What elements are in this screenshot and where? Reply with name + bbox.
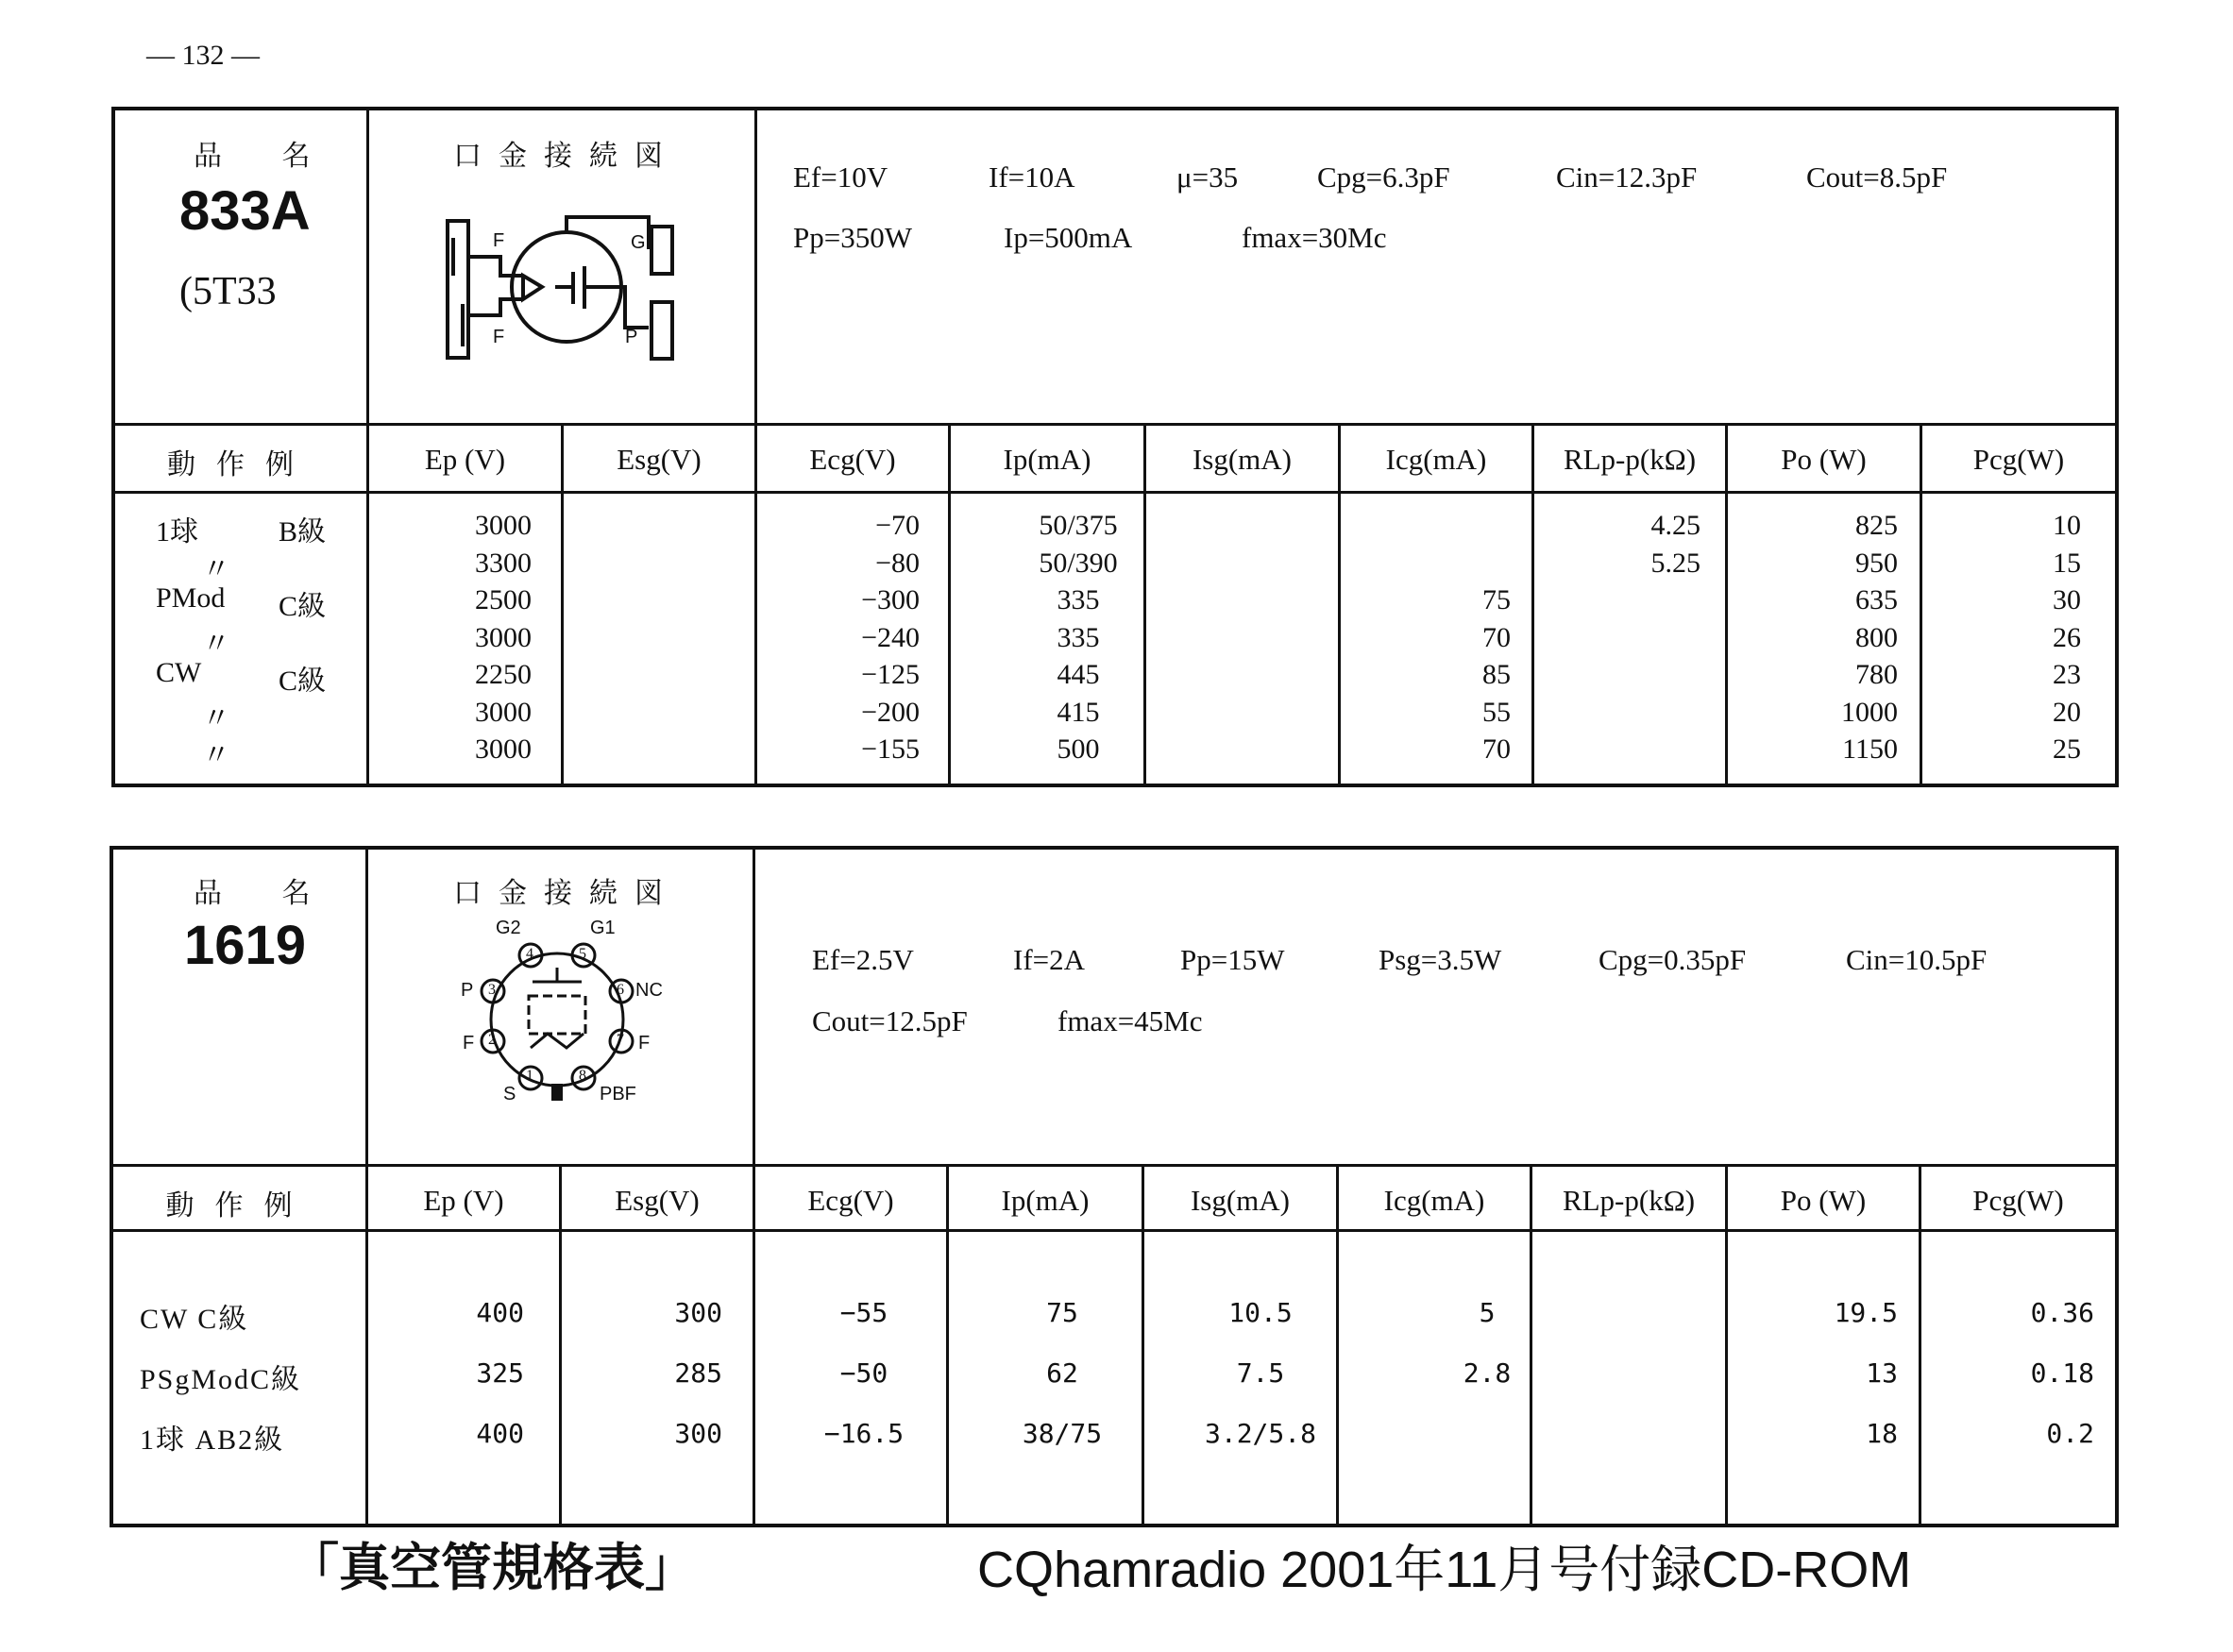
cell-isg: 10.5	[1228, 1297, 1293, 1328]
row-operation: 〃	[202, 703, 230, 734]
spec-pp: Pp=350W	[793, 221, 912, 254]
pin-number: 7	[617, 1032, 624, 1048]
cell-pcg: 25	[2053, 733, 2081, 765]
cell-pcg: 0.36	[2030, 1297, 2094, 1328]
pin-label: G1	[590, 918, 616, 938]
spec-psg: Psg=3.5W	[1379, 943, 1502, 976]
cell-ip: 445	[1057, 659, 1100, 690]
cell-esg: 300	[674, 1418, 722, 1449]
header-operation: 動作例	[165, 1190, 313, 1222]
cell-ep: 2250	[475, 659, 532, 690]
header-operation: 動作例	[167, 449, 314, 480]
spec-cin: Cin=10.5pF	[1846, 943, 1988, 976]
spec-ip: Ip=500mA	[1004, 221, 1133, 254]
row-operation: 1球 AB2級	[140, 1424, 285, 1456]
pin-label: S	[503, 1084, 516, 1104]
row-operation: PSgModC級	[140, 1364, 302, 1395]
divider	[110, 1164, 2119, 1167]
cell-po: 950	[1855, 548, 1898, 579]
cell-ip: 50/375	[1039, 510, 1118, 541]
pin-label: NC	[635, 980, 663, 1001]
diagram-label: 口金接続図	[453, 878, 680, 909]
header-ecg: Ecg(V)	[809, 443, 896, 476]
cell-po: 13	[1866, 1357, 1898, 1389]
cell-pcg: 0.2	[2046, 1418, 2094, 1449]
model-number: 1619	[184, 915, 307, 976]
cell-ip: 38/75	[1022, 1418, 1103, 1449]
pin-label: G	[631, 232, 646, 253]
cell-ip: 50/390	[1039, 548, 1118, 579]
cell-ecg: −125	[861, 659, 920, 690]
cell-ip: 62	[1046, 1357, 1078, 1389]
cell-ecg: −240	[861, 622, 920, 653]
cell-pcg: 0.18	[2030, 1357, 2094, 1389]
header-pcg: Pcg(W)	[1972, 1184, 2064, 1217]
divider	[1142, 1164, 1144, 1527]
footer-title: 「真空管規格表」	[288, 1538, 696, 1597]
cell-ep: 3000	[475, 510, 532, 541]
cell-ecg: −55	[839, 1297, 888, 1328]
divider	[946, 1164, 949, 1527]
name-label: 品 名	[194, 141, 337, 172]
divider	[1336, 1164, 1339, 1527]
pin-label: F	[493, 327, 505, 347]
header-ip: Ip(mA)	[1003, 443, 1091, 476]
cell-icg: 85	[1482, 659, 1511, 690]
cell-ep: 3000	[475, 697, 532, 728]
cell-ep: 3000	[475, 622, 532, 653]
cell-po: 1000	[1841, 697, 1898, 728]
spec-fmax: fmax=30Mc	[1242, 221, 1387, 254]
cell-po: 19.5	[1834, 1297, 1898, 1328]
spec-mu: μ=35	[1176, 160, 1239, 194]
divider	[111, 491, 2119, 494]
cell-ip: 415	[1057, 697, 1100, 728]
row-operation: 〃	[202, 629, 230, 660]
cell-rl: 5.25	[1650, 548, 1700, 579]
spec-if: If=2A	[1013, 943, 1086, 976]
header-po: Po (W)	[1780, 1184, 1867, 1217]
page-number: — 132 —	[146, 40, 260, 71]
cell-esg: 300	[674, 1297, 722, 1328]
tube-base-diagram-1619	[453, 916, 680, 1104]
pin-number: 1	[526, 1068, 533, 1084]
spec-ef: Ef=10V	[793, 160, 888, 194]
cell-ep: 325	[476, 1357, 524, 1389]
cell-icg: 55	[1482, 697, 1511, 728]
spec-ef: Ef=2.5V	[812, 943, 914, 976]
pin-number: 6	[617, 982, 624, 998]
cell-po: 780	[1855, 659, 1898, 690]
header-po: Po (W)	[1781, 443, 1867, 476]
cell-ip: 335	[1057, 622, 1100, 653]
row-operation: CW C級	[140, 1304, 249, 1335]
pin-label: F	[463, 1033, 475, 1054]
cell-ep: 3000	[475, 733, 532, 765]
divider	[110, 1229, 2119, 1232]
header-icg: Icg(mA)	[1385, 443, 1487, 476]
model-alias: (5T33	[179, 270, 277, 313]
pin-label: F	[638, 1033, 651, 1054]
divider	[948, 423, 951, 787]
cell-ip: 500	[1057, 733, 1100, 765]
header-ip: Ip(mA)	[1001, 1184, 1090, 1217]
spec-cpg: Cpg=6.3pF	[1317, 160, 1450, 194]
footer-source: CQhamradio 2001年11月号付録CD-ROM	[977, 1542, 1912, 1598]
header-ecg: Ecg(V)	[807, 1184, 894, 1217]
cell-isg: 3.2/5.8	[1204, 1418, 1316, 1449]
cell-ecg: −70	[875, 510, 920, 541]
divider	[561, 423, 564, 787]
cell-icg: 5	[1479, 1297, 1496, 1328]
header-esg: Esg(V)	[615, 1184, 700, 1217]
header-rl: RLp-p(kΩ)	[1562, 1184, 1696, 1217]
row-class: C級	[279, 666, 327, 697]
model-number: 833A	[179, 180, 311, 242]
pin-label: P	[625, 327, 638, 347]
cell-ip: 335	[1057, 584, 1100, 615]
header-isg: Isg(mA)	[1190, 1184, 1291, 1217]
cell-ecg: −155	[861, 733, 920, 765]
tube-base-diagram-833a	[436, 210, 691, 361]
spec-cout: Cout=12.5pF	[812, 1004, 968, 1037]
cell-ecg: −16.5	[823, 1418, 905, 1449]
cell-ip: 75	[1046, 1297, 1078, 1328]
divider	[1919, 1164, 1921, 1527]
cell-icg: 2.8	[1463, 1357, 1512, 1389]
divider	[1725, 1164, 1728, 1527]
header-ep: Ep (V)	[424, 443, 506, 476]
header-ep: Ep (V)	[423, 1184, 504, 1217]
cell-icg: 70	[1482, 733, 1511, 765]
spec-cout: Cout=8.5pF	[1806, 160, 1948, 194]
cell-pcg: 26	[2053, 622, 2081, 653]
cell-po: 800	[1855, 622, 1898, 653]
cell-pcg: 23	[2053, 659, 2081, 690]
row-operation: 〃	[202, 740, 230, 771]
header-icg: Icg(mA)	[1383, 1184, 1485, 1217]
cell-po: 635	[1855, 584, 1898, 615]
spec-if: If=10A	[989, 160, 1075, 194]
pin-number: 3	[488, 982, 496, 998]
header-esg: Esg(V)	[617, 443, 702, 476]
pin-number: 4	[526, 946, 533, 962]
cell-icg: 75	[1482, 584, 1511, 615]
spec-fmax: fmax=45Mc	[1057, 1004, 1203, 1037]
cell-isg: 7.5	[1236, 1357, 1285, 1389]
cell-ecg: −200	[861, 697, 920, 728]
header-isg: Isg(mA)	[1192, 443, 1293, 476]
cell-ecg: −50	[839, 1357, 888, 1389]
cell-ecg: −300	[861, 584, 920, 615]
row-class: B級	[279, 516, 327, 548]
divider	[1531, 423, 1534, 787]
divider	[111, 423, 2119, 426]
diagram-label: 口金接続図	[453, 141, 680, 172]
cell-ep: 3300	[475, 548, 532, 579]
cell-icg: 70	[1482, 622, 1511, 653]
pin-number: 5	[579, 946, 586, 962]
cell-ecg: −80	[875, 548, 920, 579]
pin-label: F	[493, 230, 505, 251]
row-operation: CW	[156, 657, 202, 688]
pin-label: G2	[496, 918, 521, 938]
row-operation: PMod	[156, 582, 226, 614]
cell-po: 18	[1866, 1418, 1898, 1449]
header-rl: RLp-p(kΩ)	[1563, 443, 1697, 476]
row-class: C級	[279, 591, 327, 622]
header-pcg: Pcg(W)	[1972, 443, 2065, 476]
divider	[559, 1164, 562, 1527]
cell-pcg: 10	[2053, 510, 2081, 541]
cell-po: 1150	[1842, 733, 1898, 765]
cell-po: 825	[1855, 510, 1898, 541]
name-label: 品 名	[194, 878, 337, 909]
pin-number: 8	[579, 1068, 586, 1084]
spec-cin: Cin=12.3pF	[1556, 160, 1698, 194]
spec-cpg: Cpg=0.35pF	[1599, 943, 1747, 976]
cell-pcg: 30	[2053, 584, 2081, 615]
pin-label: P	[461, 980, 474, 1001]
cell-ep: 400	[476, 1418, 524, 1449]
spec-pp: Pp=15W	[1180, 943, 1285, 976]
cell-ep: 400	[476, 1297, 524, 1328]
pin-number: 2	[488, 1032, 496, 1048]
cell-ep: 2500	[475, 584, 532, 615]
row-operation: 1球	[156, 516, 198, 548]
row-operation: 〃	[202, 554, 230, 585]
cell-pcg: 20	[2053, 697, 2081, 728]
cell-rl: 4.25	[1650, 510, 1700, 541]
pin-label: PBF	[600, 1084, 636, 1104]
cell-esg: 285	[674, 1357, 722, 1389]
divider	[1530, 1164, 1532, 1527]
cell-pcg: 15	[2053, 548, 2081, 579]
